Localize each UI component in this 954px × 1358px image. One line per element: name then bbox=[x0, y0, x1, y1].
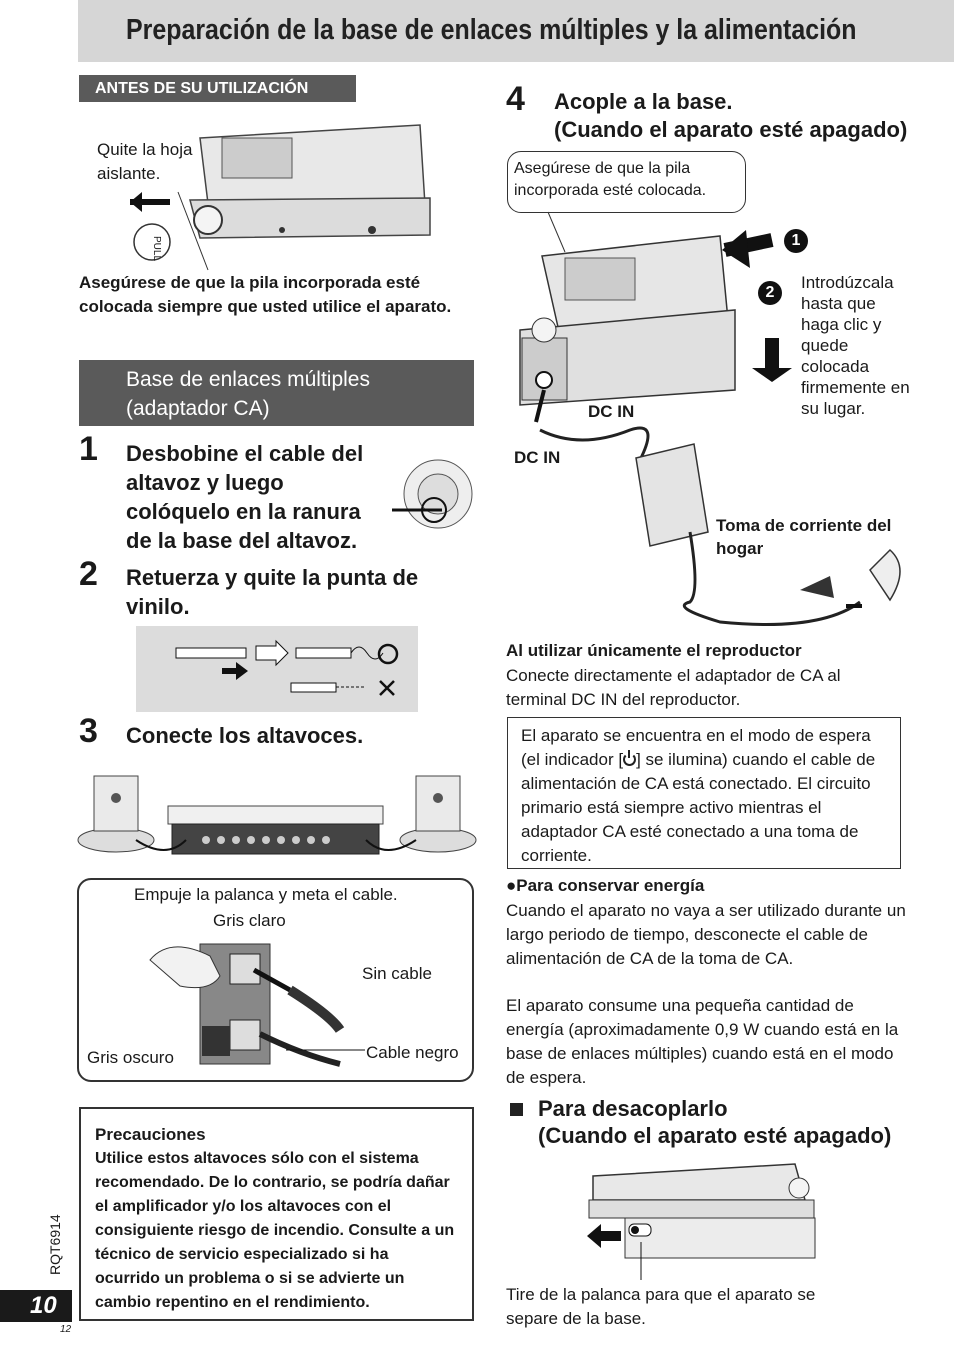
undock-caption: Tire de la palanca para que el aparato se separe de la base. bbox=[506, 1285, 816, 1328]
step-3-text: Conecte los altavoces. bbox=[126, 723, 364, 748]
device-battery-illustration bbox=[120, 120, 440, 270]
step-4-text: Acople a la base. (Cuando el aparato esté apagado) bbox=[554, 89, 908, 142]
standby-note-text bbox=[521, 724, 893, 868]
square-bullet-icon bbox=[510, 1103, 523, 1116]
speakers-connection-illustration bbox=[76, 768, 476, 878]
page-title: Preparación de la base de enlaces múltiples y la alimentación bbox=[126, 14, 857, 46]
no-cable-label: Sin cable bbox=[362, 964, 432, 983]
black-cable-label: Cable negro bbox=[366, 1043, 459, 1062]
precautions-text: Utilice estos altavoces sólo con el sistema recomendado. De lo contrario, se podría dañar el amplificador y/o los altavoces con el consiguiente riesgo de incendio. Consulte a un técnico de servicio especializado si ha ocurrido un problema o si se advierte un cambio repentino en el rendimiento. bbox=[95, 1150, 455, 1311]
sub-page-number: 12 bbox=[60, 1324, 72, 1335]
step-2-number: 2 bbox=[79, 555, 98, 593]
only-player-text: Conecte directamente el adaptador de CA al terminal DC IN del reproductor. bbox=[506, 666, 841, 709]
marker-1 bbox=[784, 229, 808, 253]
standby-note-after: ] se ilumina) cuando el cable de alimentación de CA está conectado. El circuito primario está siempre activo mientras el adaptador CA esté conectado a una toma de corriente. bbox=[521, 750, 876, 865]
speaker-base-slot-illustration bbox=[392, 458, 466, 538]
battery-warning: Asegúrese de que la pila incorporada esté colocada siempre que usted utilice el aparato. bbox=[79, 273, 452, 316]
power-icon bbox=[623, 753, 636, 766]
energy-paragraph-2: El aparato consume una pequeña cantidad de energía (aproximadamente 0,9 W cuando está en la base de enlaces múltiples) cuando está en el modo de espera. bbox=[506, 996, 899, 1087]
undock-title-line2: (Cuando el aparato esté apagado) bbox=[538, 1123, 892, 1148]
step-3-number: 3 bbox=[79, 712, 98, 750]
remove-sheet-callout: Quite la hoja aislante. bbox=[97, 140, 193, 183]
left-margin bbox=[0, 0, 78, 1358]
marker-1-label: 1 bbox=[791, 232, 801, 249]
before-use-tag-label: ANTES DE SU UTILIZACIÓN bbox=[95, 80, 309, 97]
energy-title: ●Para conservar energía bbox=[506, 876, 705, 895]
title-bar bbox=[78, 0, 954, 62]
insert-instruction: Introdúzcala hasta que haga clic y quede colocada firmemente en su lugar. bbox=[801, 273, 910, 418]
section-header bbox=[79, 360, 474, 426]
step-4-number: 4 bbox=[506, 80, 525, 118]
before-use-tag bbox=[79, 75, 356, 102]
light-gray-label: Gris claro bbox=[213, 911, 286, 930]
undock-title-line1: Para desacoplarlo bbox=[538, 1096, 728, 1121]
page-number: 10 bbox=[30, 1292, 57, 1319]
energy-paragraph-1: Cuando el aparato no vaya a ser utilizado durante un largo periodo de tiempo, desconecte el cable de alimentación de CA de la toma de CA. bbox=[506, 901, 906, 968]
marker-2 bbox=[758, 281, 782, 305]
push-lever-instruction: Empuje la palanca y meta el cable. bbox=[134, 885, 398, 904]
twist-wire-illustration bbox=[136, 626, 418, 712]
precautions-title: Precauciones bbox=[95, 1125, 206, 1144]
dc-in-label-unit: DC IN bbox=[588, 402, 635, 421]
dark-gray-label: Gris oscuro bbox=[87, 1048, 174, 1067]
step-2-text: Retuerza y quite la punta de vinilo. bbox=[126, 565, 419, 619]
battery-bubble-text: Asegúrese de que la pila incorporada esté colocada. bbox=[514, 160, 707, 199]
outlet-label: Toma de corriente del hogar bbox=[716, 516, 892, 558]
only-player-title: Al utilizar únicamente el reproductor bbox=[506, 641, 802, 660]
standby-note-before: El aparato se encuentra en el modo de espera (el indicador [ bbox=[521, 726, 871, 769]
section-title: Base de enlaces múltiples (adaptador CA) bbox=[126, 368, 370, 420]
undock-illustration bbox=[585, 1160, 825, 1280]
step-1-text: Desbobine el cable del altavoz y luego colóquelo en la ranura de la base del altavoz. bbox=[126, 441, 364, 553]
terminal-closeup-illustration bbox=[150, 930, 360, 1070]
marker-2-label: 2 bbox=[765, 284, 775, 301]
dc-in-label-adapter: DC IN bbox=[514, 448, 561, 467]
pull-label: PULL bbox=[151, 236, 162, 262]
model-code: RQT6914 bbox=[47, 1214, 63, 1275]
step-1-number: 1 bbox=[79, 430, 98, 468]
